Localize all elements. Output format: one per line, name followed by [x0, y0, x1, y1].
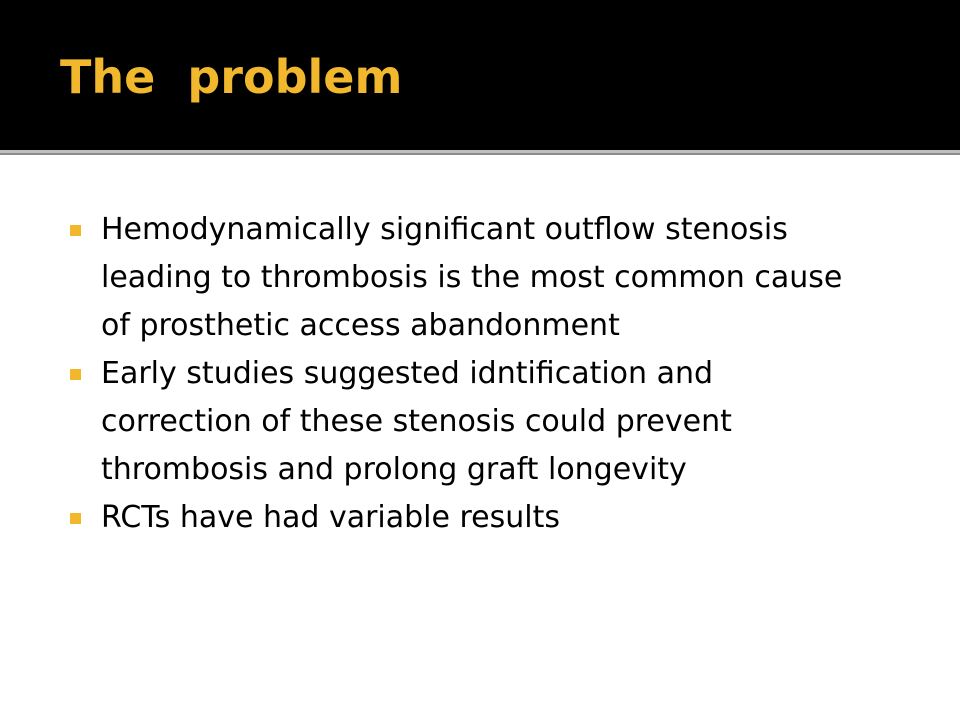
- bullet-item: [70, 350, 870, 494]
- slide-body: [0, 155, 960, 720]
- bullet-item: [70, 494, 870, 542]
- square-bullet-icon: [70, 225, 81, 236]
- title-band: [0, 0, 960, 150]
- square-bullet-icon: [70, 513, 81, 524]
- bullet-text: RCTs have had variable results: [101, 500, 561, 535]
- square-bullet-icon: [70, 369, 81, 380]
- bullet-text: Early studies suggested idntification and correction of these stenosis could prevent thrombosis and prolong graft longevity: [101, 356, 732, 487]
- bullet-text: Hemodynamically significant outflow stenosis leading to thrombosis is the most common cause of prosthetic access abandonment: [101, 212, 843, 343]
- bullet-list: [70, 206, 870, 542]
- bullet-item: [70, 206, 870, 350]
- slide-title: The problem: [60, 50, 403, 104]
